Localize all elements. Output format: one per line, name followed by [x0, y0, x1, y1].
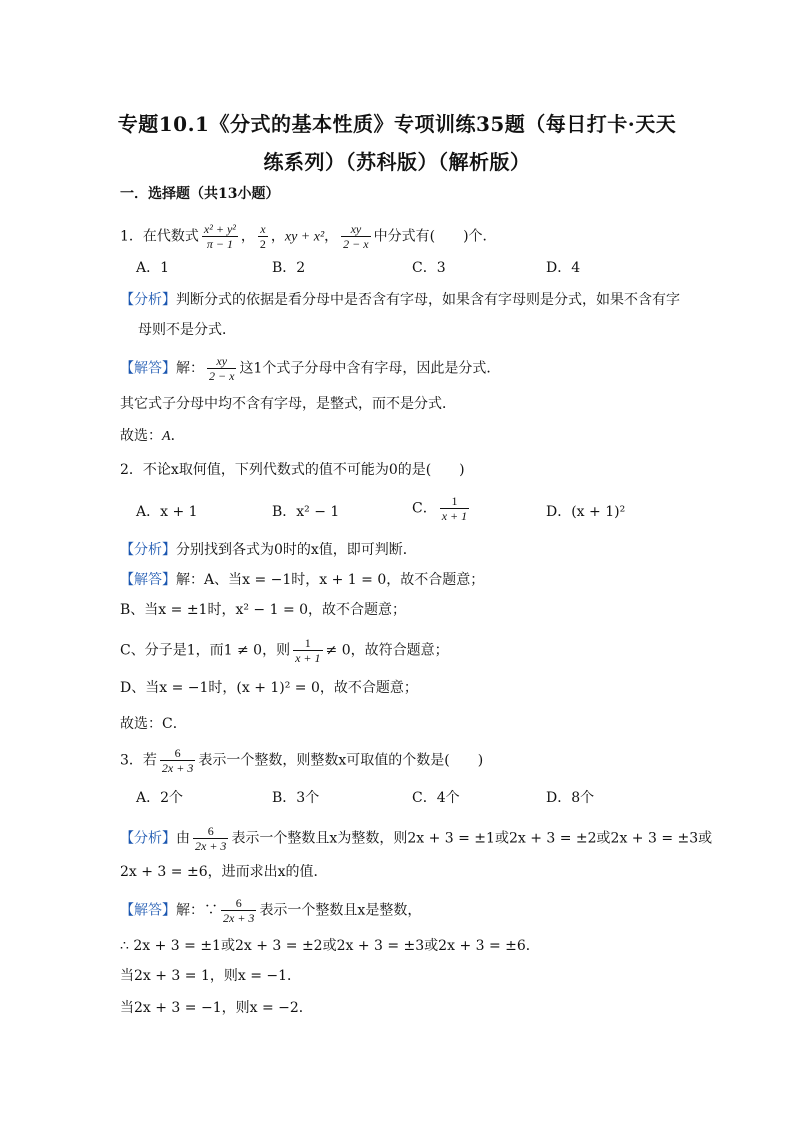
q1-sep1: ，	[240, 228, 255, 245]
doc-title-line1: 专题10.1《分式的基本性质》专项训练35题（每日打卡·天天	[117, 112, 677, 136]
q2-answer-c-fraction	[293, 636, 322, 665]
q3-number: 3．	[120, 752, 143, 769]
q3-stem-b: 表示一个整数，则整数x可取值的个数是( )	[198, 752, 484, 769]
q1-f1-numerator: x² + y²	[203, 222, 236, 236]
q1-fraction-2	[258, 222, 268, 251]
answer-tag: 【解答】	[120, 902, 176, 919]
q3-answer-denominator: 2x + 3	[223, 911, 255, 925]
q1-fraction-4	[341, 222, 370, 251]
q2-option-a: A．x + 1	[136, 504, 198, 520]
q2-option-d: D．(x + 1)²	[546, 504, 626, 520]
q1-answer-line1	[120, 354, 500, 383]
q1-answer-fraction	[207, 354, 236, 383]
q3-option-a: A．2个	[136, 790, 184, 806]
q1-choose	[120, 426, 185, 447]
q3-analysis-b: 表示一个整数且x为整数，则2x + 3 = ±1或2x + 3 = ±2或2x + 3 = ±3或	[231, 830, 713, 847]
q1-fraction-1	[202, 222, 238, 251]
q3-answer-a: 解：∵	[176, 902, 218, 919]
q2-stem	[120, 460, 465, 480]
q2-optc-numerator: 1	[440, 494, 469, 509]
q1-stem-a: 在代数式	[142, 228, 199, 245]
q3-analysis-numerator: 6	[193, 824, 228, 839]
q3-stem-a: 若	[142, 752, 157, 769]
q3-option-d: D．8个	[546, 790, 595, 806]
q2-answer-c2: ≠ 0，故符合题意；	[325, 642, 449, 659]
q3-answer-b: 表示一个整数且x是整数，	[259, 902, 422, 919]
q3-therefore: ∴ 2x + 3 = ±1或2x + 3 = ±2或2x + 3 = ±3或2x + 3 = ±6．	[120, 938, 540, 954]
q1-f2-numerator: x	[258, 222, 268, 237]
q3-case-1: 当2x + 3 = 1，则x = −1．	[120, 968, 302, 984]
q1-answer-line2: 其它式子分母中均不含有字母，是整式，而不是分式．	[120, 396, 456, 412]
q3-analysis-a: 由	[176, 830, 190, 847]
q2-option-b: B．x² − 1	[272, 504, 340, 520]
q1-f4-denominator: 2 − x	[343, 237, 369, 251]
q3-analysis-line2: 2x + 3 = ±6，进而求出x的值．	[120, 864, 328, 880]
q1-f4-numerator: xy	[341, 222, 370, 237]
q3-stem-fraction	[160, 746, 195, 775]
q2-answer-a	[120, 570, 484, 590]
q3-option-c: C．4个	[412, 790, 460, 806]
q1-f2-denominator: 2	[259, 237, 266, 251]
q2-answer-c1: C、分子是1，而1 ≠ 0，则	[120, 642, 291, 659]
q1-answer-a: 解：	[176, 360, 204, 377]
q3-option-b: B．3个	[272, 790, 320, 806]
q1-answer-numerator: xy	[207, 354, 236, 369]
q2-answer-c	[120, 636, 449, 665]
q1-sep3: ，	[324, 228, 339, 245]
q3-answer-line1	[120, 896, 421, 925]
q1-sep2: ，	[270, 228, 285, 245]
q2-stem-text: 不论x取何值，下列代数式的值不可能为0的是( )	[142, 462, 465, 478]
q2-answer-c-denominator: x + 1	[295, 651, 321, 665]
q2-answer-a-text: 解：A、当x = −1时，x + 1 = 0，故不合题意；	[176, 572, 485, 588]
q2-analysis	[120, 540, 417, 560]
q1-f1-denominator: π − 1	[206, 237, 233, 251]
q3-answer-numerator: 6	[221, 896, 256, 911]
q1-option-c: C．3	[412, 260, 446, 276]
q1-analysis-line2: 母则不是分式．	[138, 322, 236, 338]
q1-expr3: xy + x²	[284, 229, 325, 245]
q1-stem	[120, 222, 497, 251]
section-heading: 一．选择题（共13小题）	[120, 186, 280, 202]
q2-option-c-label: C．	[412, 500, 437, 517]
q3-analysis-denominator: 2x + 3	[195, 839, 227, 853]
q2-answer-d: D、当x = −1时，(x + 1)² = 0，故不合题意；	[120, 680, 418, 696]
analysis-tag: 【分析】	[120, 830, 176, 847]
q1-analysis-text: 判断分式的依据是看分母中是否含有字母，如果含有字母则是分式，如果不含有字	[176, 292, 680, 308]
q1-choose-letter: A	[162, 429, 171, 444]
q1-answer-denominator: 2 − x	[209, 369, 235, 383]
q2-analysis-text: 分别找到各式为0时的x值，即可判断．	[176, 542, 417, 558]
q2-answer-c-numerator: 1	[293, 636, 322, 651]
q2-option-c-fraction	[440, 494, 469, 523]
q2-option-c	[412, 494, 472, 523]
analysis-tag: 【分析】	[120, 542, 176, 558]
q1-choose-end: ．	[170, 428, 185, 444]
q3-stem	[120, 746, 483, 775]
doc-title-line2: 练系列）（苏科版）（解析版）	[263, 150, 531, 174]
q1-option-b: B．2	[272, 260, 306, 276]
q1-choose-label: 故选：	[120, 428, 162, 444]
q3-stem-numerator: 6	[160, 746, 195, 761]
q2-number: 2．	[120, 462, 143, 478]
answer-tag: 【解答】	[120, 572, 176, 588]
q3-answer-fraction	[221, 896, 256, 925]
q1-answer-b: 这1个式子分母中含有字母，因此是分式．	[239, 360, 501, 377]
analysis-tag: 【分析】	[120, 292, 176, 308]
q2-answer-b: B、当x = ±1时，x² − 1 = 0，故不合题意；	[120, 602, 407, 618]
q1-option-d: D．4	[546, 260, 581, 276]
q1-number: 1．	[120, 228, 143, 245]
q3-stem-denominator: 2x + 3	[161, 761, 194, 775]
q1-analysis-line1	[120, 290, 680, 310]
answer-tag: 【解答】	[120, 360, 176, 377]
q3-analysis-fraction	[193, 824, 228, 853]
q3-case-2: 当2x + 3 = −1，则x = −2．	[120, 1000, 313, 1016]
q1-stem-b: 中分式有( )个．	[373, 228, 497, 245]
q3-analysis-line1	[120, 824, 712, 853]
q2-choose: 故选：C．	[120, 716, 187, 732]
q2-optc-denominator: x + 1	[441, 509, 468, 523]
q1-option-a: A．1	[136, 260, 170, 276]
